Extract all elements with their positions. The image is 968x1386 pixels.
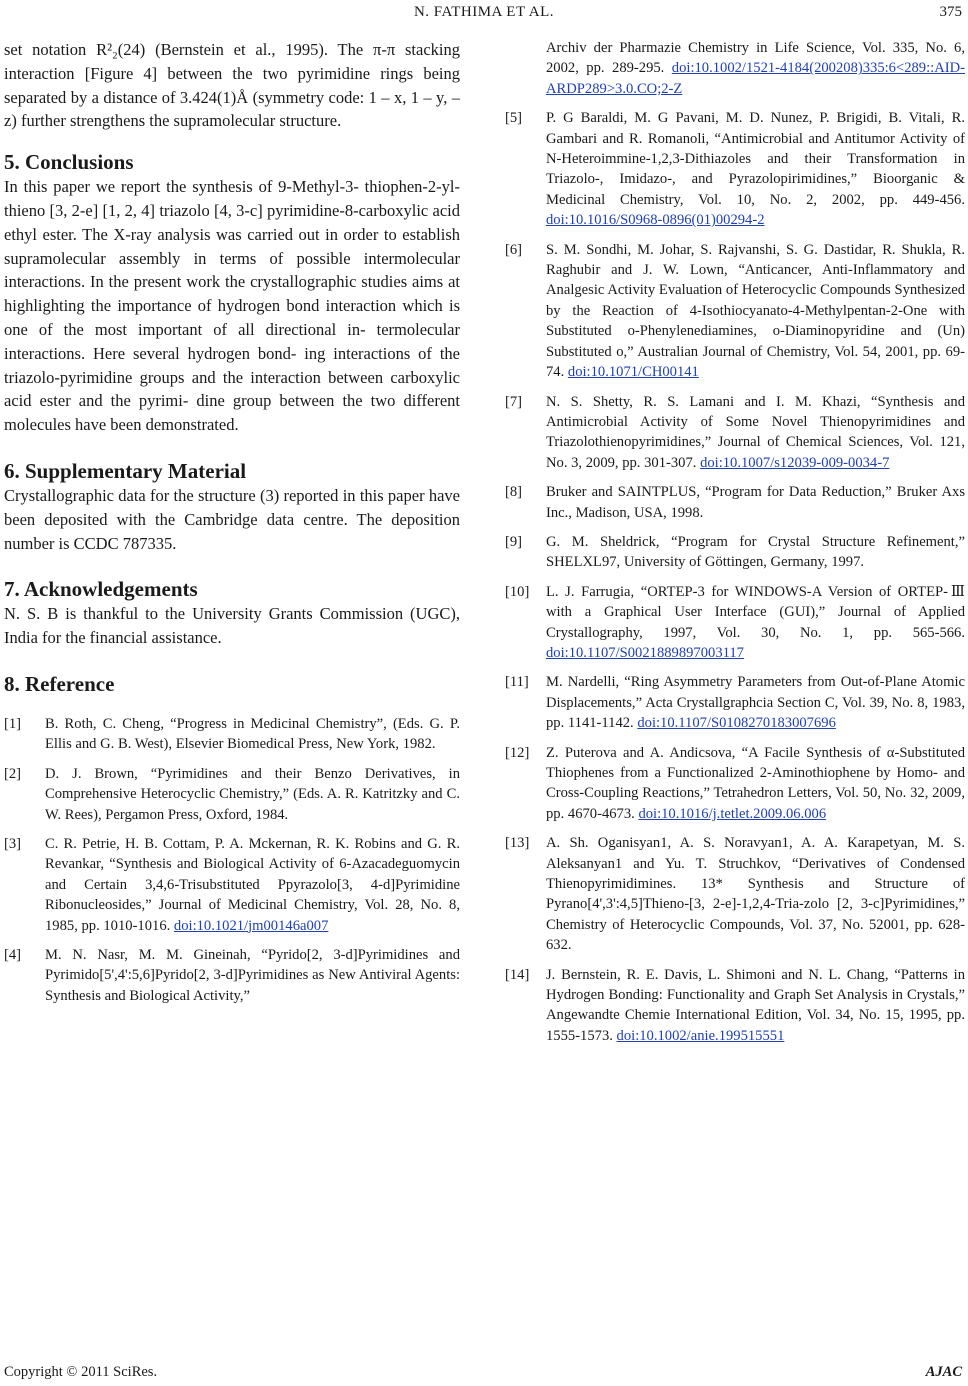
reference-number: [6] [505,241,523,258]
reference-item [505,965,965,1047]
reference-text: Z. Puterova and A. Andicsova, “A Facile Synthesis of α-Substituted Thiophenes from a Functionalized 2-Aminothiophene by Homo- and Cross-Coupling Reactions,” Tetrahedron Letters, Vol. 50, No. 32, 2009, pp. 4670-4673. [546,744,965,822]
doi-link[interactable]: doi:10.1071/CH00141 [567,364,699,381]
reference-item [505,672,965,733]
page-number: 375 [939,4,962,20]
reference-number: [2] [4,765,22,782]
reference-item [505,532,965,573]
doi-link[interactable]: doi:10.1007/s12039-009-0034-7 [700,454,890,471]
doi-link[interactable]: doi:10.1016/j.tetlet.2009.06.006 [638,805,827,822]
running-author: N. FATHIMA ET AL. [413,4,555,20]
conclusions-text: In this paper we report the synthesis of 9-Methyl-3- thiophen-2-yl-thieno [3, 2-e] [1, 2, 4] triazolo [4, 3-c] pyrimidine-8-carboxylic acid ethyl ester. The X-ray analysis was carried out in order to establish supramolecular assembly in terms of possible intermolecular interactions. In the present work the crystallographic studies aims at highlighting the importance of hydrogen bond interaction which is one of the most important of all directional in- termolecular interactions. Here several hydrogen bond- ing interactions of the triazolo-pyrimidine groups and the interaction between carboxylic acid ester and the pyrimi- dine group between the two different molecules have been demonstrated. [4,177,460,435]
reference-heading: 8. Reference [4,671,115,696]
acknowledgements-heading: 7. Acknowledgements [4,577,198,602]
reference-item [505,108,965,230]
reference-number: [13] [505,835,530,852]
reference-text: L. J. Farrugia, “ORTEP-3 for WINDOWS-A Version of ORTEP-Ⅲ with a Graphical User Interface (GUI),” Journal of Applied Crystallography, 1997, Vol. 30, No. 1, pp. 565-566. [546,583,965,641]
reference-text: D. J. Brown, “Pyrimidines and their Benzo Derivatives, in Comprehensive Heterocyclic Chemistry,” (Eds. A. R. Katritzky and C. W. Rees), Pergamon Press, Oxford, 1984. [45,765,460,823]
reference-number: [9] [505,533,523,550]
reference-item [4,945,460,1006]
reference-text: M. N. Nasr, M. M. Gineinah, “Pyrido[2, 3-d]Pyrimidines and Pyrimido[5',4':5,6]Pyrido[2, 3-d]Pyrimidines as New Antiviral Agents: Synthesis and Biological Activity,” [45,947,460,1004]
reference-list-left [4,714,460,1006]
left-column [4,38,460,1015]
reference-item [505,38,965,99]
intro-paragraph: set notation R²₂(24) (Bernstein et al., 1995). The π-π stacking interaction [Figure 4] between the two pyrimidine rings being separated by a distance of 3.424(1)Å (symmetry code: 1 – x, 1 – y, –z) further strengthens the supramolecular structure. [4,40,460,131]
conclusions-heading: 5. Conclusions [4,150,134,175]
reference-item [4,764,460,825]
copyright-text: Copyright © 2011 SciRes. [4,1364,158,1380]
reference-item [4,834,460,936]
doi-link[interactable]: doi:10.1016/S0968-0896(01)00294-2 [546,212,765,229]
supplementary-heading: 6. Supplementary Material [4,458,247,483]
reference-number: [12] [505,744,530,761]
reference-text: N. S. Shetty, R. S. Lamani and I. M. Khazi, “Synthesis and Antimicrobial Activity of Some Novel Thienopyrimidines and Triazolothienopyrimidines,” Journal of Chemical Sciences, Vol. 121, No. 3, 2009, pp. 301-307. [546,393,965,471]
reference-number: [11] [505,674,529,691]
reference-number: [3] [4,835,22,852]
doi-link[interactable]: doi:10.1107/S0108270183007696 [637,715,836,732]
reference-text: A. Sh. Oganisyan1, A. S. Noravyan1, A. A. Karapetyan, M. S. Aleksanyan1 and Yu. T. Struchkov, “Derivatives of Condensed Thienopyrimidimines. 13* Synthesis and Structure of Pyrano[4',3':4,5]Thieno-[3, 2-e]-1,2,4-Tria-zolo [2, 3-c]Pyrimidines,” Chemistry of Heterocyclic Compounds, Vol. 37, No. 52001, pp. 628-632. [546,835,965,954]
reference-number: [5] [505,110,523,127]
doi-link[interactable]: doi:10.1002/anie.199515551 [616,1027,785,1044]
reference-number: [4] [4,947,22,963]
reference-item [505,582,965,664]
journal-abbrev: AJAC [925,1364,962,1380]
doi-link[interactable]: doi:10.1021/jm00146a007 [173,917,329,934]
reference-text: G. M. Sheldrick, “Program for Crystal Structure Refinement,” SHELXL97, University of Göttingen, Germany, 1997. [546,533,965,571]
right-column [505,38,965,1055]
reference-text: P. G Baraldi, M. G Pavani, M. D. Nunez, P. Brigidi, B. Vitali, R. Gambari and R. Romanoli, “Antimicrobial and Antitumor Activity of N-Heteroimmine-1,2,3-Dithiazoles and their Transformation in Triazolo-, Imidazo-, and Pyrazolopirimidines,” Bioorganic & Medicinal Chemistry, Vol. 10, No. 2, 2002, pp. 449-456. [546,110,965,208]
reference-item [4,714,460,755]
reference-item [505,833,965,955]
reference-text: C. R. Petrie, H. B. Cottam, P. A. Mckernan, R. K. Robins and G. R. Revankar, “Synthesis and Biological Activity of 6-Azacadeguomycin and Certain 3,4,6-Trisubstituted Ppyrazolo[3, 4-d]Pyrimidine Ribonucleosides,” Journal of Medicinal Chemistry, Vol. 28, No. 8, 1985, pp. 1010-1016. [45,835,460,934]
reference-item [505,240,965,383]
reference-text: J. Bernstein, R. E. Davis, L. Shimoni and N. L. Chang, “Patterns in Hydrogen Bonding: Functionality and Graph Set Analysis in Crystals,” Angewandte Chemie International Edition, Vol. 34, No. 15, 1995, pp. 1555-1573. [546,966,965,1044]
reference-number: [10] [505,583,530,600]
reference-number: [1] [4,715,22,732]
reference-text: Archiv der Pharmazie Chemistry in Life Science, Vol. 335, No. 6, 2002, pp. 289-295. [546,40,965,77]
acknowledgements-text: N. S. B is thankful to the University Grants Commission (UGC), India for the financial assistance. [4,604,460,648]
reference-number: [7] [505,393,523,410]
reference-item [505,743,965,825]
reference-text: Bruker and SAINTPLUS, “Program for Data Reduction,” Bruker Axs Inc., Madison, USA, 1998. [546,484,965,521]
doi-link[interactable]: doi:10.1002/1521-4184(200208)335:6<289::AID-ARDP289>3.0.CO;2-Z [546,60,965,97]
reference-list-right [505,38,965,1046]
reference-number: [14] [505,966,530,983]
doi-link[interactable]: doi:10.1107/S0021889897003117 [546,644,744,661]
page-header [0,2,968,24]
reference-item [505,392,965,474]
reference-number: [8] [505,484,523,501]
reference-text: S. M. Sondhi, M. Johar, S. Rajvanshi, S. G. Dastidar, R. Shukla, R. Raghubir and J. W. Lown, “Anticancer, Anti-Inflammatory and Analgesic Activity Evaluation of Heterocyclic Compounds Synthesized by the Reaction of 4-Isothiocyanato-4-Methylpentan-2-One with Substituted o-Phenylenediamines, o-Diaminopyridine and (Un) Substituted o,” Australian Journal of Chemistry, Vol. 54, 2001, pp. 69-74. [546,241,965,381]
reference-item [505,482,965,523]
supplementary-text: Crystallographic data for the structure (3) reported in this paper have been deposited with the Cambridge data centre. The deposition number is CCDC 787335. [4,485,460,553]
reference-text: B. Roth, C. Cheng, “Progress in Medicinal Chemistry”, (Eds. G. P. Ellis and G. B. West), Elsevier Biomedical Press, New York, 1982. [45,715,460,753]
reference-text: M. Nardelli, “Ring Asymmetry Parameters from Out-of-Plane Atomic Displacements,” Acta Crystallgraphcia Section C, Vol. 39, No. 8, 1983, pp. 1141-1142. [546,674,965,732]
